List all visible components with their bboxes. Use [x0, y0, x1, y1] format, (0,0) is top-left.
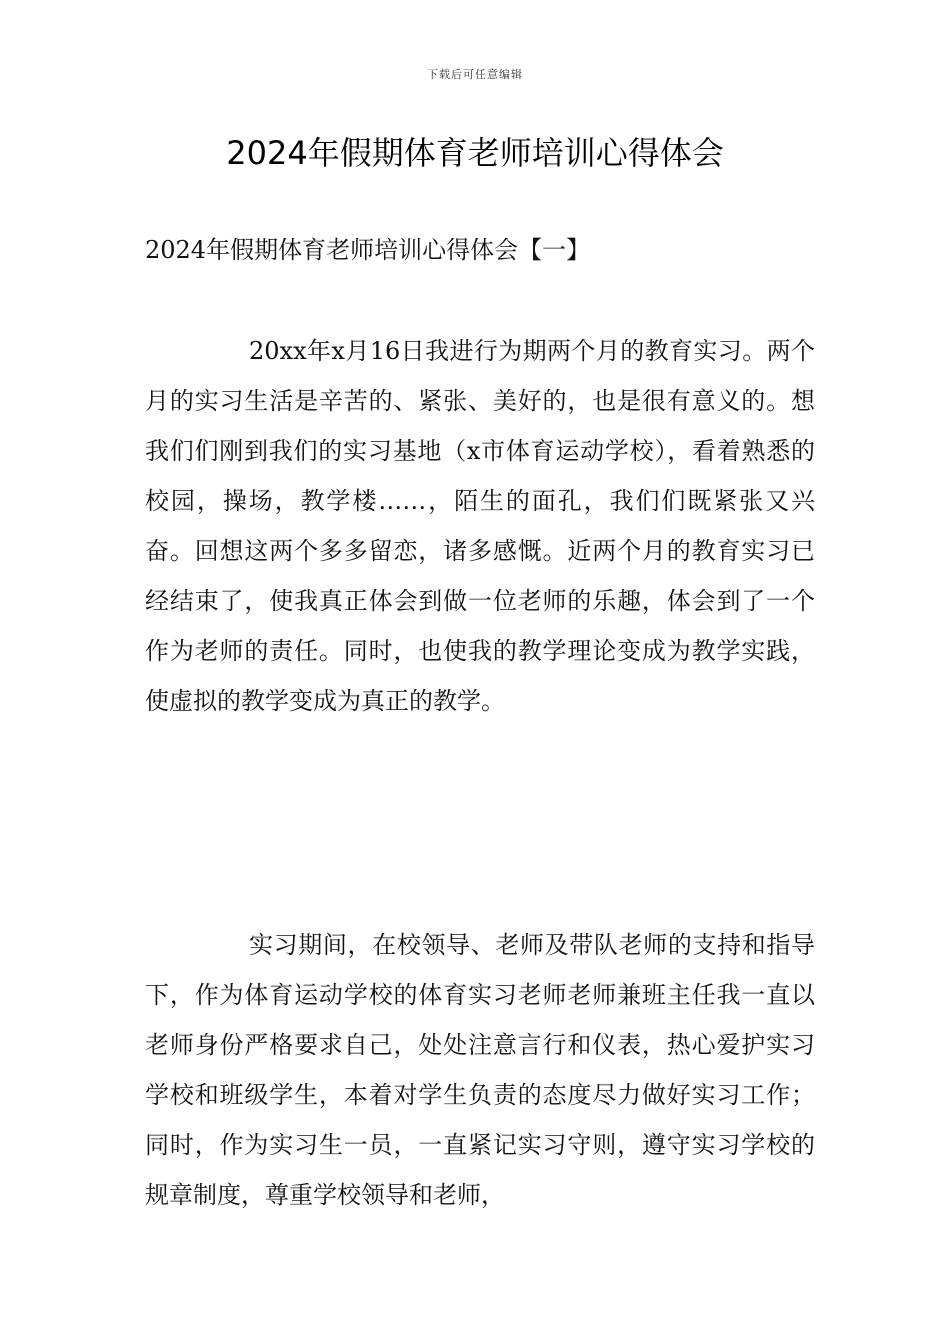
section-heading: 2024年假期体育老师培训心得体会【一】 — [145, 236, 591, 264]
header-note: 下载后可任意编辑 — [427, 68, 523, 81]
paragraph-2: 实习期间，在校领导、老师及带队老师的支持和指导下，作为体育运动学校的体育实习老师老师兼班主任我一直以老师身份严格要求自己，处处注意言行和仪表，热心爱护实习学校和班级学生，本着对学生负责的态度尽力做好实习工作；同时，作为实习生一员，一直紧记实习守则，遵守实习学校的规章制度，尊重学校领导和老师， — [145, 931, 815, 1209]
document-title: 2024年假期体育老师培训心得体会 — [226, 134, 724, 172]
paragraph-1: 20xx年x月16日我进行为期两个月的教育实习。两个月的实习生活是辛苦的、紧张、美好的，也是很有意义的。想我们们刚到我们的实习基地（x市体育运动学校），看着熟悉的校园，操场，教学楼……，陌生的面孔，我们们既紧张又兴奋。回想这两个多多留恋，诸多感慨。近两个月的教育实习已经结束了，使我真正体会到做一位老师的乐趣，体会到了一个作为老师的责任。同时，也使我的教学理论变成为教学实践，使虚拟的教学变成为真正的教学。 — [145, 337, 815, 715]
